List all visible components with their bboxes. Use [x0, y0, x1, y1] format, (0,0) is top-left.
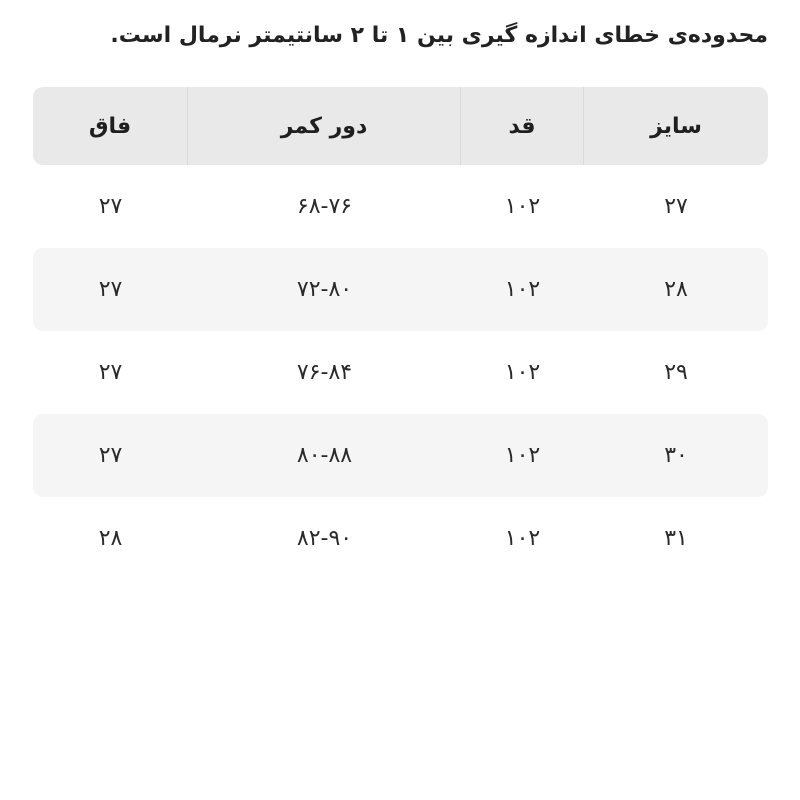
cell-waist: ۸۲-۹۰: [296, 526, 353, 551]
cell-rise: ۲۷: [98, 360, 123, 385]
table-row: [33, 414, 768, 497]
table-row: [33, 248, 768, 331]
cell-height: ۱۰۲: [504, 277, 541, 302]
table-row: [33, 165, 768, 248]
cell-height: ۱۰۲: [504, 443, 541, 468]
cell-height: ۱۰۲: [504, 360, 541, 385]
header-size: سایز: [650, 113, 702, 139]
cell-rise: ۲۷: [98, 194, 123, 219]
cell-height: ۱۰۲: [504, 526, 541, 551]
cell-rise: ۲۷: [98, 277, 123, 302]
cell-size: ۲۸: [664, 277, 688, 302]
size-chart-table: [33, 87, 768, 580]
cell-rise: ۲۸: [98, 526, 123, 551]
cell-size: ۲۷: [664, 194, 688, 219]
cell-waist: ۷۶-۸۴: [296, 360, 353, 385]
cell-waist: ۷۲-۸۰: [296, 277, 353, 302]
cell-height: ۱۰۲: [504, 194, 541, 219]
cell-size: ۲۹: [664, 360, 688, 385]
table-row: [33, 331, 768, 414]
cell-size: ۳۰: [664, 443, 688, 468]
header-waist: دور کمر: [188, 87, 461, 165]
table-header-row: [33, 87, 768, 165]
measurement-tolerance-note: محدوده‌ی خطای اندازه گیری بین ۱ تا ۲ سانتیمتر نرمال است.: [110, 23, 768, 48]
header-height: قد: [461, 87, 584, 165]
cell-size: ۳۱: [664, 526, 688, 551]
header-rise: فاق: [33, 87, 188, 165]
cell-waist: ۸۰-۸۸: [296, 443, 353, 468]
cell-waist: ۶۸-۷۶: [296, 194, 353, 219]
cell-rise: ۲۷: [98, 443, 123, 468]
table-row: [33, 497, 768, 580]
